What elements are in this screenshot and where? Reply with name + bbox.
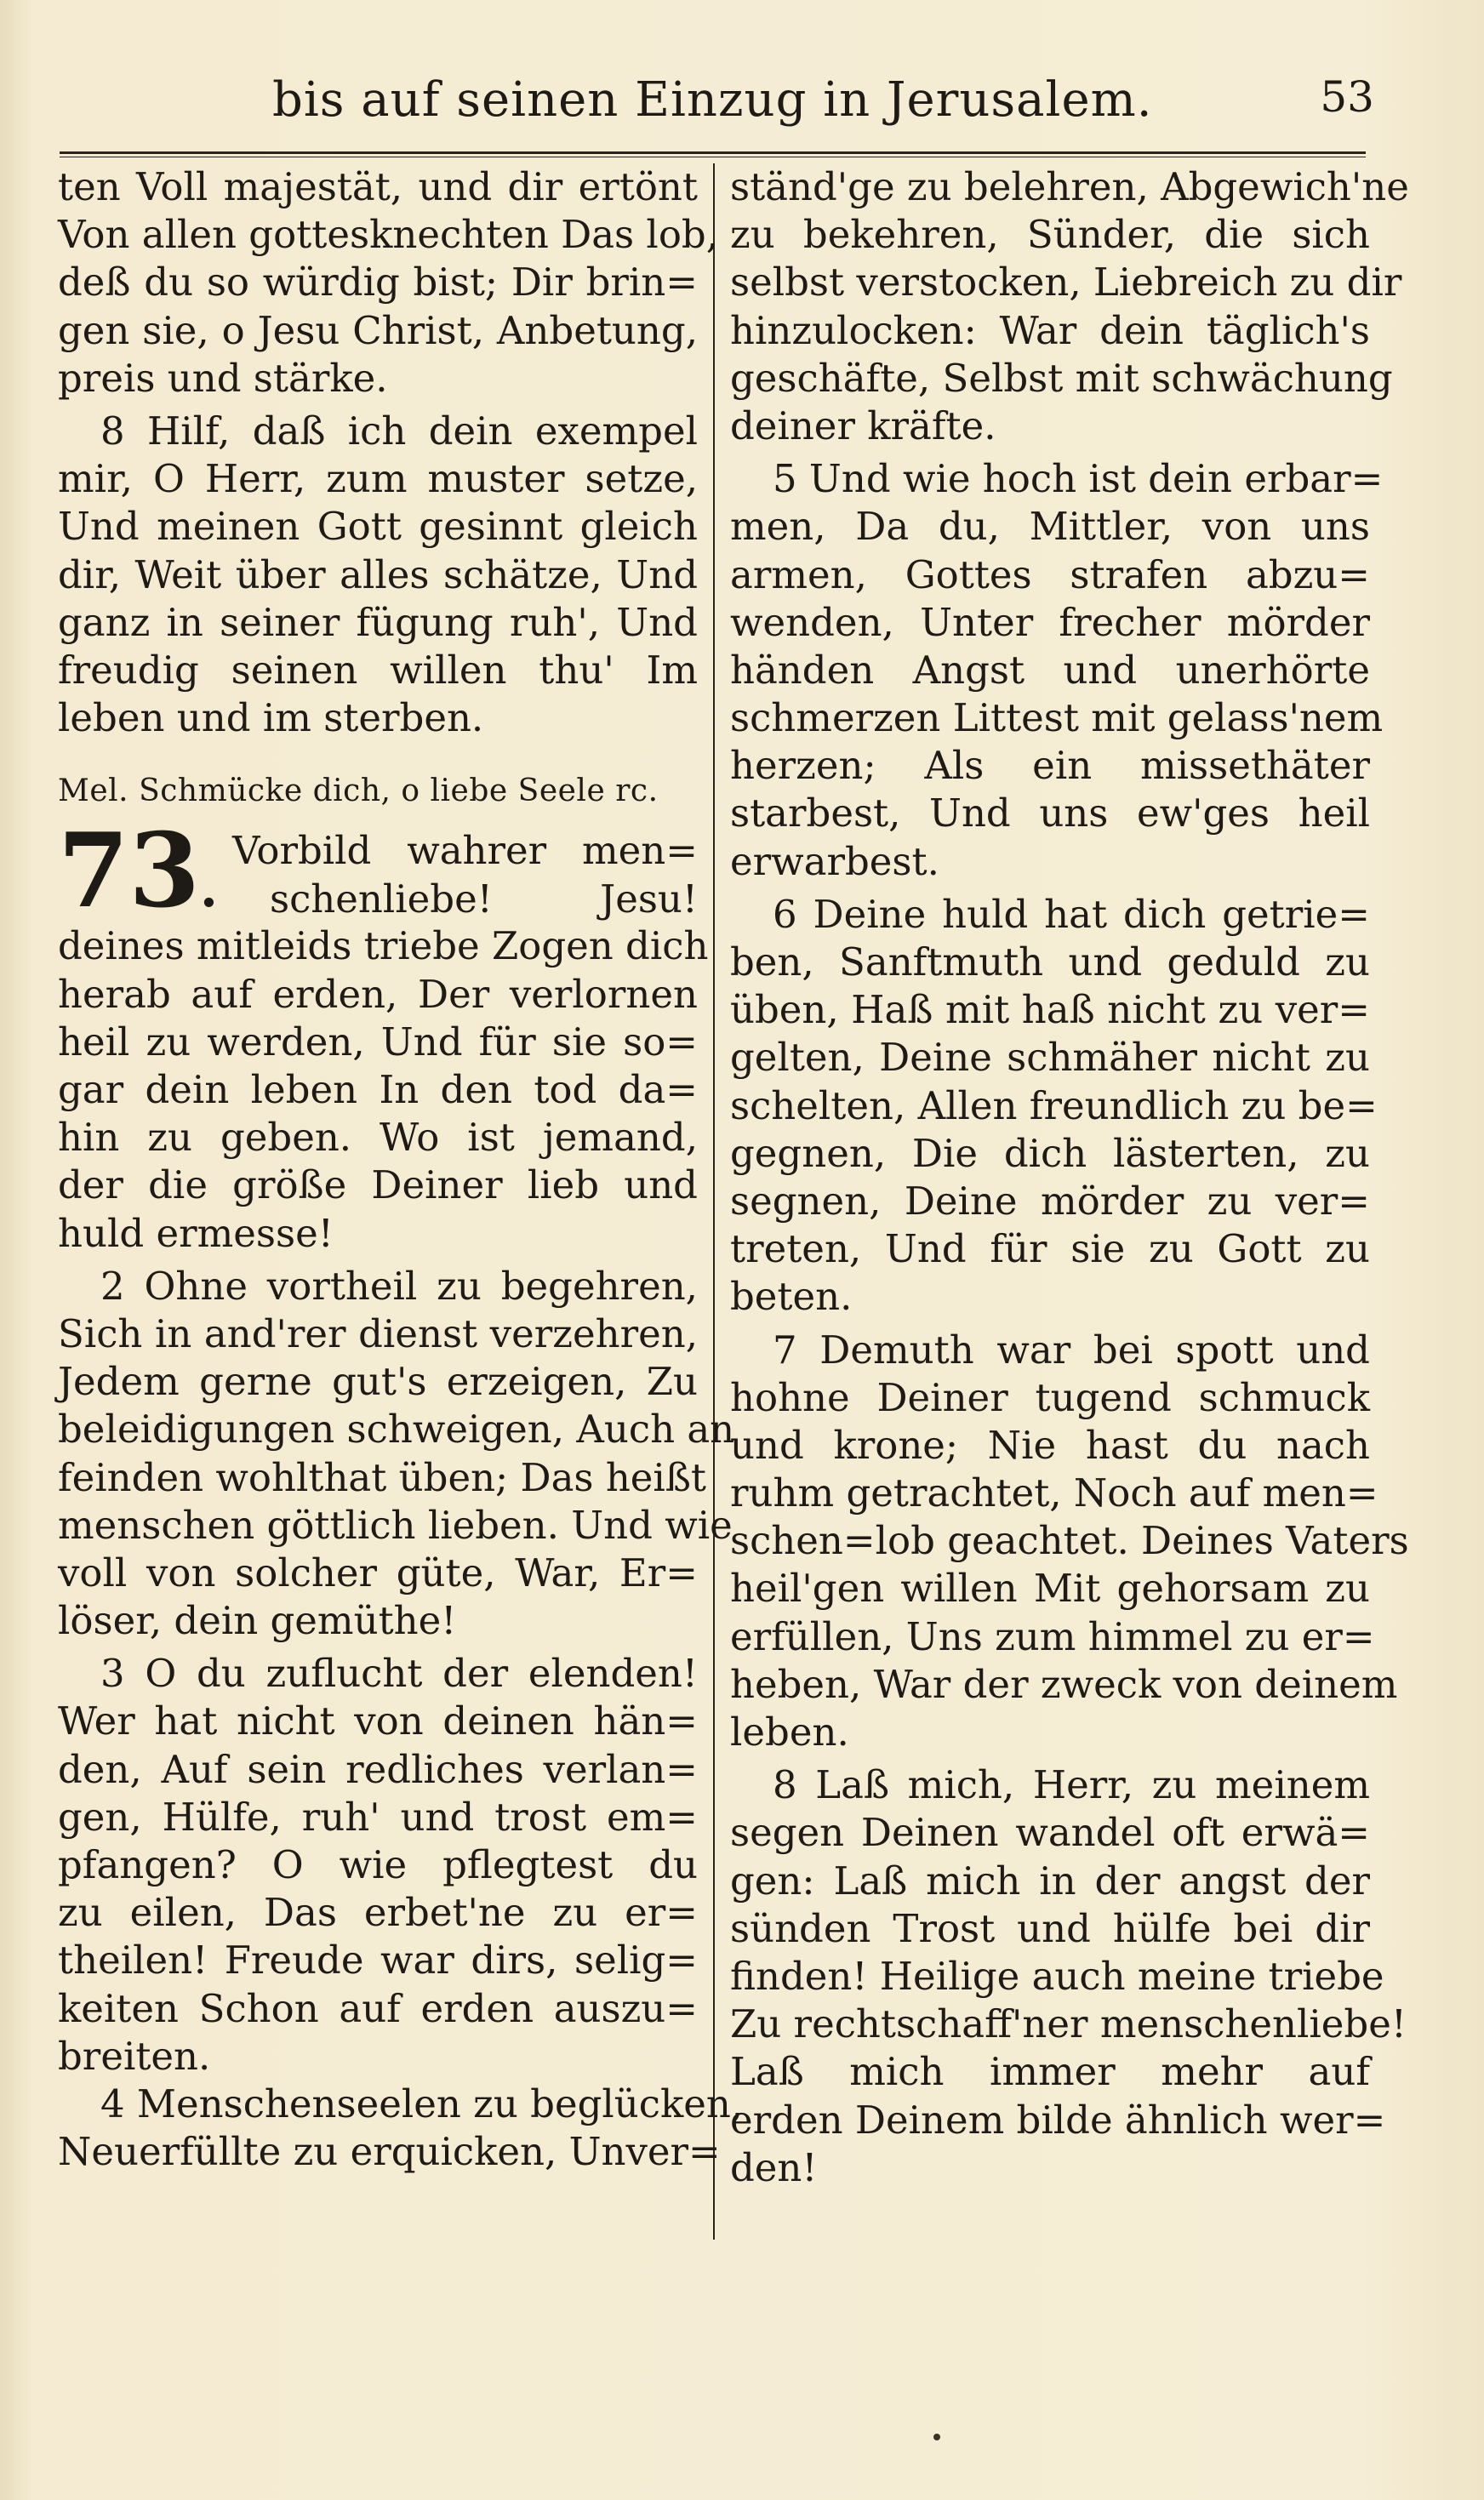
text-line: theilen! Freude war dirs, selig= <box>58 1938 698 1983</box>
text-line: schmerzen Littest mit gelass'nem <box>730 695 1384 741</box>
text-line: ruhm getrachtet, Noch auf men= <box>730 1470 1378 1516</box>
text-line: pfangen? O wie pflegtest du <box>58 1842 698 1888</box>
text-line: keiten Schon auf erden auszu= <box>58 1985 698 2031</box>
text-line: gar dein leben In den tod da= <box>58 1067 698 1113</box>
text-line: breiten. <box>58 2033 211 2079</box>
text-line: treten, Und für sie zu Gott zu <box>730 1226 1370 1272</box>
text-line: gen: Laß mich in der angst der <box>730 1858 1370 1904</box>
text-line: den! <box>730 2144 818 2190</box>
text-line: deß du so würdig bist; Dir brin= <box>58 260 698 305</box>
text-line: schen=lob geachtet. Deines Vaters <box>730 1518 1409 1564</box>
text-line: men, Da du, Mittler, von uns <box>730 504 1370 550</box>
column-divider <box>713 163 715 2240</box>
text-line: gegnen, Die dich lästerten, zu <box>730 1130 1370 1176</box>
page-number: 53 <box>1320 72 1374 122</box>
text-line: dir, Weit über alles schätze, Und <box>58 551 698 597</box>
text-line: Wer hat nicht von deinen hän= <box>58 1698 698 1744</box>
text-line: huld ermesse! <box>58 1210 334 1256</box>
text-line: segen Deinen wandel oft erwä= <box>730 1810 1370 1856</box>
text-line: Zu rechtschaff'ner menschenliebe! <box>730 2001 1407 2047</box>
stanza-6 <box>730 891 1378 1321</box>
text-line: den, Auf sein redliches verlan= <box>58 1746 698 1792</box>
text-line: der die größe Deiner lieb und <box>58 1162 698 1208</box>
text-line: ganz in seiner fügung ruh', Und <box>58 599 698 645</box>
text-line: gen, Hülfe, ruh' und trost em= <box>58 1794 698 1840</box>
text-line: herab auf erden, Der verlornen <box>58 971 698 1017</box>
text-line: 8 Laß mich, Herr, zu meinem <box>773 1762 1370 1808</box>
text-line: 3 O du zuflucht der elenden! <box>100 1651 698 1697</box>
text-line: schenliebe! Jesu! <box>270 876 698 922</box>
stanza-8-right <box>730 1761 1407 2192</box>
stanza-4-start <box>58 2080 744 2176</box>
left-column <box>58 163 744 2176</box>
stanza-2 <box>58 1263 735 1646</box>
text-line: freudig seinen willen thu' Im <box>58 647 698 693</box>
text-line: Und meinen Gott gesinnt gleich <box>58 504 698 550</box>
text-line: ständ'ge zu belehren, Abgewich'ne <box>730 164 1409 209</box>
text-line: leben. <box>730 1709 849 1755</box>
text-line: menschen göttlich lieben. Und wie <box>58 1502 733 1548</box>
stanza-3 <box>58 1650 698 2080</box>
text-line: 5 Und wie hoch ist dein erbar= <box>773 456 1384 502</box>
text-line: gen sie, o Jesu Christ, Anbetung, <box>58 307 698 353</box>
text-line: erwarbest. <box>730 838 939 884</box>
text-line: und krone; Nie hast du nach <box>730 1422 1370 1468</box>
text-line: händen Angst und unerhörte <box>730 647 1370 693</box>
text-line: erden Deinem bilde ähnlich wer= <box>730 2097 1386 2143</box>
text-line: zu bekehren, Sünder, die sich <box>730 212 1370 258</box>
text-line: 8 Hilf, daß ich dein exempel <box>100 408 698 454</box>
text-line: herzen; Als ein missethäter <box>730 743 1370 789</box>
text-line: wenden, Unter frecher mörder <box>730 599 1370 645</box>
hymn-opening <box>232 827 698 922</box>
text-line: Laß mich immer mehr auf <box>730 2049 1370 2095</box>
text-line: finden! Heilige auch meine triebe <box>730 1953 1384 1999</box>
header-rule <box>60 151 1366 157</box>
text-line: beten. <box>730 1274 853 1320</box>
page-header <box>51 72 1374 140</box>
text-line: hohne Deiner tugend schmuck <box>730 1374 1370 1420</box>
text-line: voll von solcher güte, War, Er= <box>58 1550 698 1595</box>
text-line: Neuerfüllte zu erquicken, Unver= <box>58 2129 721 2175</box>
text-line: heben, War der zweck von deinem <box>730 1661 1398 1707</box>
text-line: armen, Gottes strafen abzu= <box>730 551 1370 597</box>
text-line: leben und im sterben. <box>58 695 484 741</box>
text-line: 7 Demuth war bei spott und <box>773 1327 1370 1373</box>
text-line: löser, dein gemüthe! <box>58 1598 457 1644</box>
text-line: deiner kräfte. <box>730 402 996 448</box>
printer-mark <box>933 2434 940 2440</box>
stanza-5 <box>730 455 1384 886</box>
text-line: geschäfte, Selbst mit schwächung <box>730 355 1393 401</box>
hymn-number: 73. <box>58 811 218 932</box>
stanza-4-end <box>730 163 1409 450</box>
right-column <box>730 163 1409 2192</box>
text-line: schelten, Allen freundlich zu be= <box>730 1082 1378 1128</box>
text-line: 6 Deine huld hat dich getrie= <box>773 891 1370 937</box>
text-line: gelten, Deine schmäher nicht zu <box>730 1035 1370 1081</box>
stanza-1 <box>58 922 709 1257</box>
text-line: heil'gen willen Mit gehorsam zu <box>730 1566 1370 1612</box>
text-line: feinden wohlthat üben; Das heißt <box>58 1454 706 1500</box>
text-line: mir, O Herr, zum muster setze, <box>58 456 698 502</box>
text-line: 4 Menschenseelen zu beglücken, <box>100 2080 744 2126</box>
text-line: ben, Sanftmuth und geduld zu <box>730 939 1370 985</box>
text-line: beleidigungen schweigen, Auch an <box>58 1407 735 1453</box>
text-line: ten Voll majestät, und dir ertönt <box>58 164 698 209</box>
text-line: starbest, Und uns ew'ges heil <box>730 791 1370 836</box>
text-line: zu eilen, Das erbet'ne zu er= <box>58 1890 698 1936</box>
text-line: segnen, Deine mörder zu ver= <box>730 1178 1370 1224</box>
text-line: 2 Ohne vortheil zu begehren, <box>100 1263 698 1309</box>
melody-indication: Mel. Schmücke dich, o liebe Seele rc. <box>58 773 659 809</box>
stanza-8 <box>58 408 698 742</box>
text-line: hin zu geben. Wo ist jemand, <box>58 1115 698 1161</box>
stanza-continuation <box>58 163 719 402</box>
text-line: deines mitleids triebe Zogen dich <box>58 923 709 969</box>
text-line: Von allen gottesknechten Das lob, <box>58 212 719 258</box>
text-line: heil zu werden, Und für sie so= <box>58 1019 698 1064</box>
text-line: Vorbild wahrer men= <box>232 828 698 874</box>
text-line: Sich in and'rer dienst verzehren, <box>58 1310 698 1356</box>
text-line: Jedem gerne gut's erzeigen, Zu <box>58 1359 698 1405</box>
running-title: bis auf seinen Einzug in Jerusalem. <box>272 72 1153 128</box>
text-line: sünden Trost und hülfe bei dir <box>730 1905 1370 1951</box>
text-line: üben, Haß mit haß nicht zu ver= <box>730 987 1370 1033</box>
text-line: selbst verstocken, Liebreich zu dir <box>730 260 1402 305</box>
text-line: hinzulocken: War dein täglich's <box>730 307 1370 353</box>
stanza-7 <box>730 1327 1409 1757</box>
text-line: erfüllen, Uns zum himmel zu er= <box>730 1613 1375 1659</box>
hymn-header <box>58 811 698 932</box>
text-line: preis und stärke. <box>58 355 388 401</box>
